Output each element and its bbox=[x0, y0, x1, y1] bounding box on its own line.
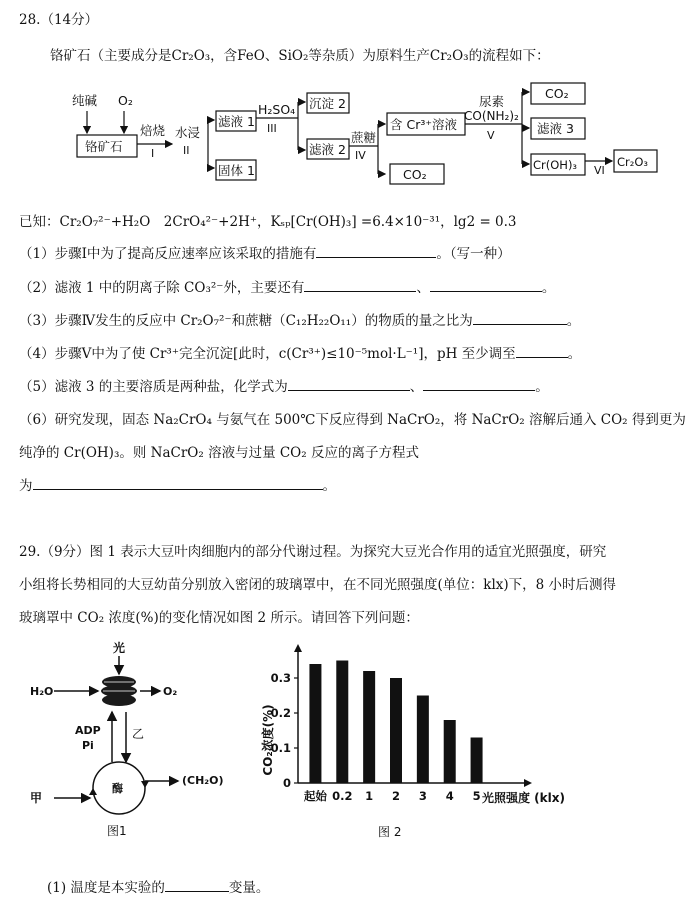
q28-sub6-line1: （6）研究发现，固态 Na₂CrO₄ 与氨气在 500℃下反应得到 NaCrO₂，将 NaCrO₂ 溶解后通入 CO₂ 得到更为 bbox=[19, 412, 686, 428]
fig2-y-tick-label: 0.1 bbox=[270, 741, 291, 755]
fig2-caption: 图 2 bbox=[378, 825, 402, 839]
fig2-y-axis-label: CO₂浓度(%) bbox=[261, 704, 275, 776]
filtrate-1-label: 滤液 1 bbox=[218, 114, 255, 129]
reagent-o2: O₂ bbox=[118, 93, 133, 108]
fig2-x-tick-label: 0.2 bbox=[332, 789, 353, 803]
q28-sub5: （5）滤液 3 的主要溶质是两种盐，化学式为 、 。 bbox=[19, 379, 549, 395]
q29-line2: 小组将长势相同的大豆幼苗分别放入密闭的玻璃罩中，在不同光照强度(单位：klx)下，8 小时后测得 bbox=[19, 577, 617, 593]
fig2-bar bbox=[336, 661, 348, 784]
answer-blank-2a[interactable] bbox=[304, 278, 416, 292]
q28-sub6-line2: 纯净的 Cr(OH)₃。则 NaCrO₂ 溶液与过量 CO₂ 反应的离子方程式 bbox=[19, 445, 419, 461]
answer-blank-5a[interactable] bbox=[288, 377, 410, 391]
fig2-y-tick-label: 0.2 bbox=[270, 706, 291, 720]
fig2-x-tick-label: 1 bbox=[365, 789, 374, 803]
step-6-label: VI bbox=[594, 164, 605, 177]
fig2-bar bbox=[417, 696, 429, 784]
fig2-bar bbox=[390, 678, 402, 783]
q28-intro: 铬矿石（主要成分是Cr₂O₃，含FeO、SiO₂等杂质）为原料生产Cr₂O₃的流程如下： bbox=[50, 48, 550, 64]
q28-known: 已知：Cr₂O₇²⁻+H₂O 2CrO₄²⁻+2H⁺，Kₛₚ[Cr(OH)₃] =6.4×10⁻³¹，lg2 = 0.3 bbox=[19, 214, 517, 230]
fig2-y-tick-label: 0.3 bbox=[270, 671, 291, 685]
h2so4-label: H₂SO₄ bbox=[258, 102, 296, 117]
q28-sub4: （4）步骤Ⅴ中为了使 Cr³⁺完全沉淀[此时，c(Cr³⁺)≤10⁻⁵mol·L⁻¹]，pH 至少调至 。 bbox=[19, 346, 582, 362]
fig1-enzyme-label: 酶 bbox=[112, 782, 123, 795]
q28-sub2: （2）滤液 1 中的阴离子除 CO₃²⁻外，主要还有 、 。 bbox=[19, 280, 556, 296]
fig2-y-axis-arrow bbox=[294, 644, 302, 652]
answer-blank-6[interactable] bbox=[33, 476, 323, 490]
step-3-label: III bbox=[267, 122, 277, 135]
step-2-label: II bbox=[183, 144, 190, 157]
urea-label: 尿素 bbox=[479, 94, 505, 109]
filtrate-3-label: 滤液 3 bbox=[537, 121, 574, 136]
process-flow-diagram bbox=[0, 80, 688, 192]
fig2-x-axis-label: 光照强度 (klx) bbox=[482, 791, 565, 805]
fig2-x-tick-label: 5 bbox=[472, 789, 481, 803]
fig1-caption: 图1 bbox=[107, 824, 127, 838]
fig2-bar bbox=[309, 664, 321, 783]
co2-lower-label: CO₂ bbox=[403, 167, 427, 182]
fig1-jia-label: 甲 bbox=[30, 791, 43, 805]
fig2-bar bbox=[471, 738, 483, 784]
reagent-soda-ash: 纯碱 bbox=[72, 93, 98, 108]
fig2-x-tick-label: 4 bbox=[445, 789, 454, 803]
filtrate-2-label: 滤液 2 bbox=[309, 142, 346, 157]
fig1-h2o-label: H₂O bbox=[30, 685, 54, 698]
q28-sub3: （3）步骤Ⅳ发生的反应中 Cr₂O₇²⁻和蔗糖（C₁₂H₂₂O₁₁）的物质的量之比为 。 bbox=[19, 313, 581, 329]
answer-blank-1[interactable] bbox=[316, 244, 436, 258]
fig1-ch2o-label: (CH₂O) bbox=[182, 774, 224, 787]
fig1-pi-label: Pi bbox=[82, 739, 94, 752]
fig2-y-tick-label: 0 bbox=[282, 776, 291, 790]
step-1-label: I bbox=[151, 147, 155, 160]
step-4-label: IV bbox=[355, 149, 366, 162]
answer-blank-29-1[interactable] bbox=[165, 878, 229, 892]
answer-blank-3[interactable] bbox=[473, 311, 567, 325]
fig1-adp-label: ADP bbox=[75, 724, 101, 737]
cr3-solution-label: 含 Cr³⁺溶液 bbox=[390, 117, 457, 132]
step-5-label: V bbox=[487, 129, 495, 142]
water-leach-label: 水浸 bbox=[175, 125, 201, 140]
q29-line3: 玻璃罩中 CO₂ 浓度(%)的变化情况如图 2 所示。请回答下列问题： bbox=[19, 610, 419, 626]
fig2-x-axis-arrow bbox=[524, 779, 532, 787]
precip-2-label: 沉淀 2 bbox=[309, 96, 346, 111]
ore-label: 铬矿石 bbox=[85, 139, 123, 154]
fig1-light-label: 光 bbox=[113, 641, 126, 655]
q29-sub1: (1) 温度是本实验的 变量。 bbox=[47, 880, 270, 896]
answer-blank-2b[interactable] bbox=[430, 278, 542, 292]
figure-2-co2-chart bbox=[250, 640, 590, 845]
urea-formula-label: CO(NH₂)₂ bbox=[464, 109, 519, 123]
figure-1-metabolism-diagram bbox=[20, 638, 240, 838]
answer-blank-4[interactable] bbox=[516, 344, 568, 358]
croh3-label: Cr(OH)₃ bbox=[533, 158, 578, 172]
co2-upper-label: CO₂ bbox=[545, 86, 569, 101]
solid-1-label: 固体 1 bbox=[218, 163, 255, 178]
q28-header: 28.（14分） bbox=[19, 12, 99, 28]
fig2-x-tick-label: 2 bbox=[391, 789, 401, 803]
cr2o3-label: Cr₂O₃ bbox=[617, 155, 649, 169]
fig1-yi-label: 乙 bbox=[132, 727, 145, 741]
q29-line1: 29.（9分）图 1 表示大豆叶肉细胞内的部分代谢过程。为探究大豆光合作用的适宜光照强度，研究 bbox=[19, 544, 607, 560]
q28-sub1: （1）步骤Ⅰ中为了提高反应速率应该采取的措施有 。（写一种） bbox=[19, 246, 511, 262]
answer-blank-5b[interactable] bbox=[423, 377, 535, 391]
fig2-x-tick-label: 起始 bbox=[303, 789, 327, 803]
q28-sub6-line3: 为 。 bbox=[19, 478, 336, 494]
sucrose-label: 蔗糖 bbox=[351, 130, 377, 145]
fig2-bar bbox=[444, 720, 456, 783]
roast-label: 焙烧 bbox=[140, 123, 166, 138]
fig1-o2-label: O₂ bbox=[163, 685, 178, 698]
fig2-x-tick-label: 3 bbox=[418, 789, 427, 803]
thylakoid-stack-icon bbox=[101, 676, 137, 706]
fig2-bar bbox=[363, 671, 375, 783]
